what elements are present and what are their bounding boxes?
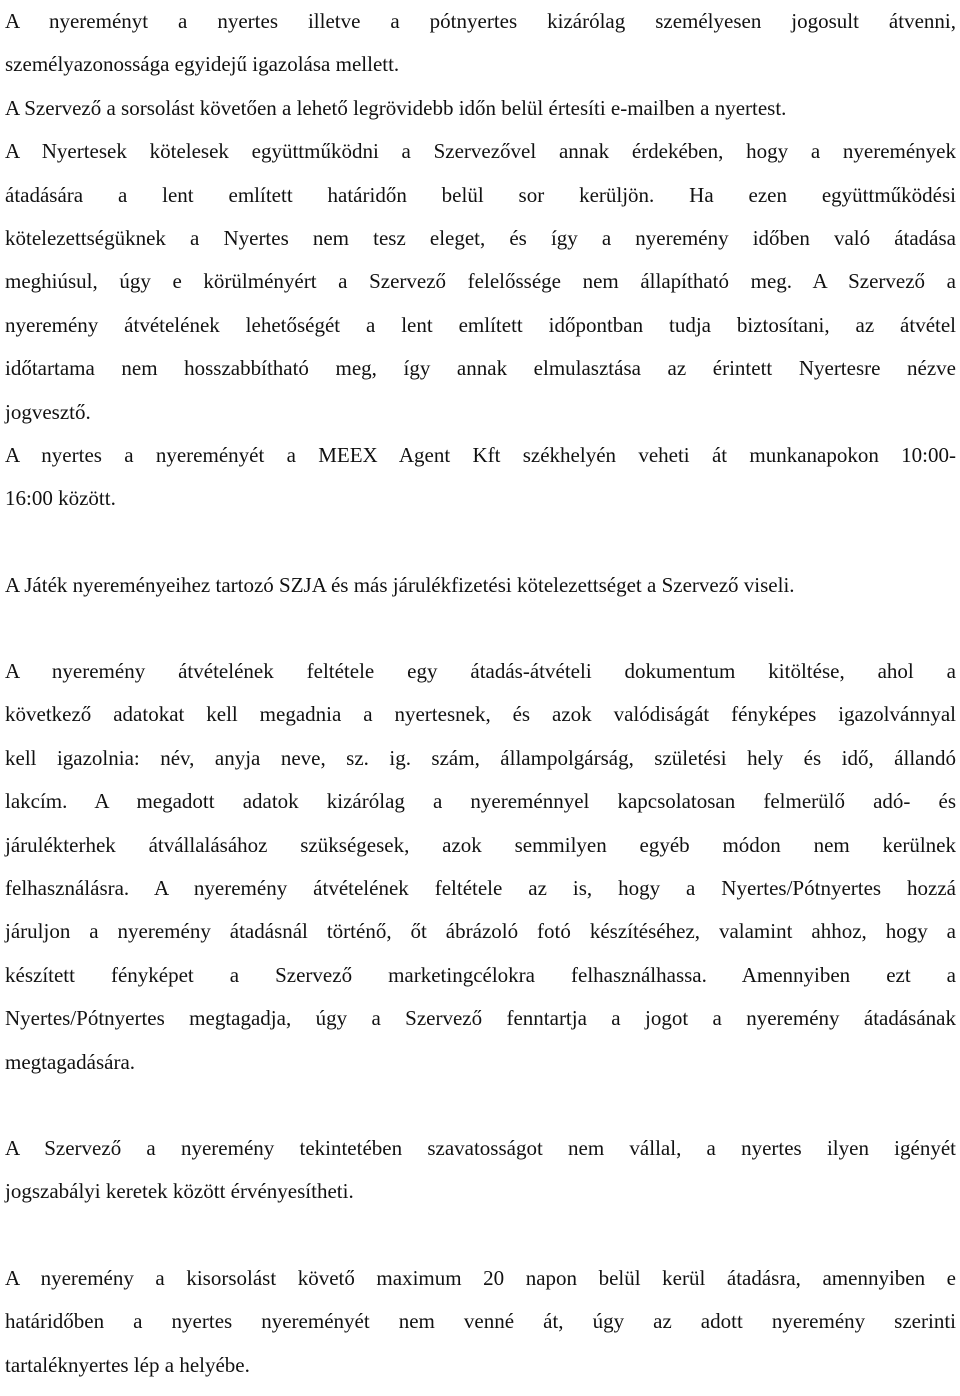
text-line: személyazonossága egyidejű igazolása mellett.	[5, 52, 400, 77]
text-line: Nyertes/Pótnyertes megtagadja, úgy a Szervező fenntartja a jogot a nyeremény átadásának	[5, 1006, 956, 1031]
text-line: készített fényképet a Szervező marketingcélokra felhasználhassa. Amennyiben ezt a	[5, 962, 956, 987]
text-line: járulékterhek átvállalásához szükségesek, azok semmilyen egyéb módon nem kerülnek	[5, 832, 956, 857]
text-line: A Nyertesek kötelesek együttműködni a Szervezővel annak érdekében, hogy a nyeremények	[5, 139, 956, 164]
paragraph-collection-location	[5, 434, 956, 521]
text-line: lakcím. A megadott adatok kizárólag a nyereménnyel kapcsolatosan felmerülő adó- és	[5, 789, 956, 814]
paragraph-deadline	[5, 1257, 956, 1387]
text-line: 16:00 között.	[5, 486, 116, 511]
text-line: időtartama nem hosszabbítható meg, így annak elmulasztása az érintett Nyertesre nézve	[5, 356, 956, 381]
text-line: határidőben a nyertes nyereményét nem venné át, úgy az adott nyeremény szerinti	[5, 1309, 956, 1334]
text-line: felhasználásra. A nyeremény átvételének feltétele az is, hogy a Nyertes/Pótnyertes hozzá	[5, 876, 956, 901]
paragraph-tax	[5, 564, 956, 607]
text-line: tartaléknyertes lép a helyébe.	[5, 1352, 250, 1377]
paragraph-gap	[5, 1214, 956, 1257]
paragraph-prize-collection	[5, 0, 956, 434]
text-line: következő adatokat kell megadnia a nyertesnek, és azok valódiságát fényképes igazolvánnyal	[5, 702, 956, 727]
text-line: A nyeremény átvételének feltétele egy átadás-átvételi dokumentum kitöltése, ahol a	[5, 659, 956, 684]
text-line: A Szervező a nyeremény tekintetében szavatosságot nem vállal, a nyertes ilyen igényét	[5, 1135, 956, 1160]
paragraph-conditions	[5, 650, 956, 1084]
text-line: A nyeremény a kisorsolást követő maximum 20 napon belül kerül átadásra, amennyiben e	[5, 1265, 956, 1290]
text-line: nyeremény átvételének lehetőségét a lent említett időpontban tudja biztosítani, az átvétel	[5, 312, 956, 337]
text-line: A Szervező a sorsolást követően a lehető legrövidebb időn belül értesíti e-mailben a nyertest.	[5, 95, 787, 120]
text-line: jogszabályi keretek között érvényesítheti.	[5, 1179, 354, 1204]
text-line: meghiúsul, úgy e körülményért a Szervező felelőssége nem állapítható meg. A Szervező a	[5, 269, 956, 294]
text-line: átadására a lent említett határidőn belül sor kerüljön. Ha ezen együttműködési	[5, 182, 956, 207]
text-line: A Játék nyereményeihez tartozó SZJA és más járulékfizetési kötelezettséget a Szervező viseli.	[5, 572, 795, 597]
paragraph-warranty	[5, 1127, 956, 1214]
text-line: kötelezettségüknek a Nyertes nem tesz eleget, és így a nyeremény időben való átadása	[5, 225, 956, 250]
text-line: A nyereményt a nyertes illetve a pótnyertes kizárólag személyesen jogosult átvenni,	[5, 9, 956, 33]
text-line: járuljon a nyeremény átadásnál történő, őt ábrázoló fotó készítéséhez, valamint ahhoz, hogy a	[5, 919, 956, 944]
text-line: A nyertes a nyereményét a MEEX Agent Kft székhelyén veheti át munkanapokon 10:00-	[5, 442, 956, 467]
text-line: kell igazolnia: név, anyja neve, sz. ig. szám, állampolgárság, születési hely és idő, állandó	[5, 745, 956, 770]
paragraph-gap	[5, 607, 956, 650]
document-page	[5, 0, 956, 1387]
text-line: megtagadására.	[5, 1049, 136, 1074]
text-line: jogvesztő.	[5, 399, 91, 424]
paragraph-gap	[5, 1084, 956, 1127]
paragraph-gap	[5, 521, 956, 564]
